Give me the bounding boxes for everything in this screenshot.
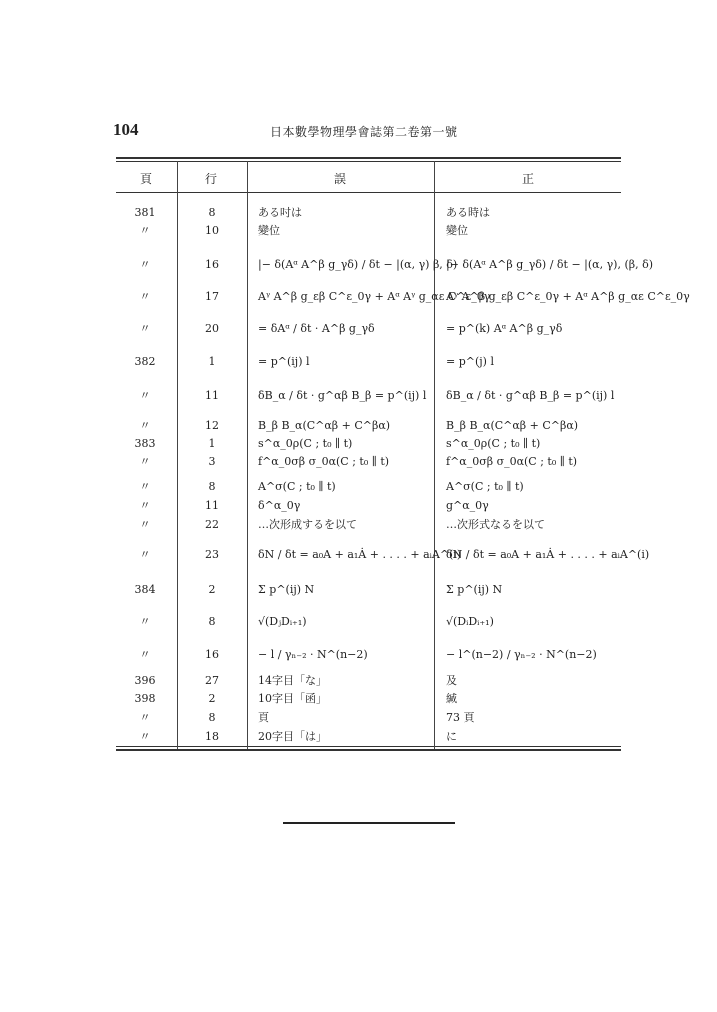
errata-page-cell: 〃 [139, 499, 151, 512]
errata-correct-cell: 73 頁 [446, 711, 475, 724]
errata-correct-cell: |− δ(Aᵅ A^β g_γδ) / δt − |(α, γ), (β, δ) [446, 258, 654, 271]
errata-error-cell: 頁 [258, 711, 269, 724]
errata-error-cell: = δAᵅ / δt · A^β g_γδ [258, 322, 375, 335]
errata-error-cell: A^σ(C ; t₀ ∥ t) [258, 480, 336, 493]
errata-line-cell: 1 [208, 437, 216, 450]
errata-line-cell: 8 [208, 711, 216, 724]
errata-error-cell: 變位 [258, 224, 280, 237]
errata-error-cell: s^α_0ρ(C ; t₀ ∥ t) [258, 437, 353, 450]
page-number: 104 [113, 120, 139, 139]
errata-line-cell: 2 [208, 583, 216, 596]
running-title: 日本數學物理學會誌第二卷第一號 [270, 125, 458, 139]
errata-correct-cell: − l^(n−2) / γₙ₋₂ · N^(n−2) [446, 648, 597, 661]
errata-page-cell: 〃 [139, 648, 151, 661]
errata-line-cell: 22 [205, 518, 219, 531]
errata-page-cell: 〃 [139, 548, 151, 561]
errata-line-cell: 20 [205, 322, 219, 335]
errata-page-cell: 384 [134, 583, 156, 596]
errata-correct-cell: に [446, 730, 457, 743]
errata-line-cell: 27 [205, 674, 219, 687]
errata-correct-cell: δB_α / δt · g^αβ B_β = p^(ij) l [446, 389, 615, 402]
errata-page-cell: 〃 [139, 455, 151, 468]
errata-page-cell: 383 [134, 437, 156, 450]
errata-line-cell: 18 [205, 730, 219, 743]
errata-line-cell: 17 [205, 290, 219, 303]
errata-error-cell: |− δ(Aᵅ A^β g_γδ) / δt − |(α, γ) β, δ) [258, 258, 458, 271]
column-header-error: 誤 [334, 172, 347, 186]
errata-correct-cell: Σ p^(ij) N [446, 583, 503, 596]
errata-correct-cell: δN / δt = a₀A + a₁Ȧ + . . . . + aᵢA^(i) [446, 548, 650, 561]
errata-error-cell: = p^(ij) l [258, 355, 310, 368]
column-divider [434, 161, 435, 749]
errata-line-cell: 1 [208, 355, 216, 368]
errata-page-cell: 〃 [139, 322, 151, 335]
errata-correct-cell: = p^(j) l [446, 355, 494, 368]
errata-error-cell: …次形成するを以て [258, 518, 357, 531]
errata-line-cell: 3 [208, 455, 216, 468]
errata-line-cell: 16 [205, 648, 219, 661]
table-bottom-rule [116, 749, 621, 751]
errata-line-cell: 10 [205, 224, 219, 237]
errata-error-cell: √(DⱼDᵢ₊₁) [258, 615, 307, 628]
errata-page-cell: 〃 [139, 389, 151, 402]
errata-page-cell: 398 [134, 692, 156, 705]
errata-error-cell: 10字目「函」 [258, 692, 327, 705]
errata-line-cell: 8 [208, 480, 216, 493]
table-header-rule [116, 192, 621, 193]
errata-page-cell: 〃 [139, 615, 151, 628]
errata-correct-cell: g^α_0γ [446, 499, 489, 512]
column-header-page: 頁 [140, 172, 153, 186]
errata-correct-cell: s^α_0ρ(C ; t₀ ∥ t) [446, 437, 541, 450]
column-header-correct: 正 [522, 172, 535, 186]
errata-error-cell: − l / γₙ₋₂ · N^(n−2) [258, 648, 368, 661]
errata-error-cell: δN / δt = a₀A + a₁Ȧ + . . . . + aᵢA^(i) [258, 548, 462, 561]
column-header-line: 行 [205, 172, 218, 186]
errata-page-cell: 〃 [139, 730, 151, 743]
errata-error-cell: f^α_0σβ σ_0α(C ; t₀ ∥ t) [258, 455, 390, 468]
errata-page-cell: 〃 [139, 224, 151, 237]
errata-correct-cell: 變位 [446, 224, 468, 237]
errata-error-cell: ある吋は [258, 206, 302, 219]
column-divider [247, 161, 248, 749]
errata-page-cell: 381 [134, 206, 156, 219]
table-top-rule-inner [116, 161, 621, 162]
errata-page-cell: 〃 [139, 290, 151, 303]
errata-page-cell: 382 [134, 355, 156, 368]
errata-line-cell: 23 [205, 548, 219, 561]
errata-line-cell: 11 [205, 499, 219, 512]
errata-correct-cell: f^α_0σβ σ_0α(C ; t₀ ∥ t) [446, 455, 578, 468]
errata-page-cell: 〃 [139, 258, 151, 271]
errata-error-cell: B_β B_α(C^αβ + C^βα) [258, 419, 391, 432]
errata-error-cell: Σ p^(ij) N [258, 583, 315, 596]
errata-error-cell: Aᵞ A^β g_εβ C^ε_0γ + Aᵅ Aᵞ g_αε C^ε_0γ [258, 290, 491, 303]
table-bottom-rule-inner [116, 746, 621, 747]
errata-line-cell: 2 [208, 692, 216, 705]
errata-correct-cell: √(DᵢDᵢ₊₁) [446, 615, 494, 628]
errata-error-cell: δ^α_0γ [258, 499, 301, 512]
errata-correct-cell: B_β B_α(C^αβ + C^βα) [446, 419, 579, 432]
errata-line-cell: 12 [205, 419, 219, 432]
table-top-rule [116, 157, 621, 159]
errata-correct-cell: A^σ(C ; t₀ ∥ t) [446, 480, 524, 493]
errata-page-cell: 〃 [139, 480, 151, 493]
errata-correct-cell: Aᵞ A^β g_εβ C^ε_0γ + Aᵅ A^β g_αε C^ε_0γ [446, 290, 690, 303]
end-rule [283, 822, 455, 824]
errata-page-cell: 〃 [139, 711, 151, 724]
errata-correct-cell: = p^(k) Aᵅ A^β g_γδ [446, 322, 563, 335]
errata-error-cell: 14字目「な」 [258, 674, 327, 687]
errata-correct-cell: 緘 [446, 692, 457, 705]
errata-error-cell: 20字目「は」 [258, 730, 327, 743]
errata-correct-cell: 及 [446, 674, 457, 687]
errata-line-cell: 11 [205, 389, 219, 402]
errata-correct-cell: ある時は [446, 206, 490, 219]
errata-line-cell: 8 [208, 206, 216, 219]
errata-page-cell: 〃 [139, 419, 151, 432]
errata-page-cell: 396 [134, 674, 156, 687]
column-divider [177, 161, 178, 749]
errata-page-cell: 〃 [139, 518, 151, 531]
errata-correct-cell: …次形式なるを以て [446, 518, 545, 531]
errata-line-cell: 8 [208, 615, 216, 628]
errata-line-cell: 16 [205, 258, 219, 271]
errata-error-cell: δB_α / δt · g^αβ B_β = p^(ij) l [258, 389, 427, 402]
